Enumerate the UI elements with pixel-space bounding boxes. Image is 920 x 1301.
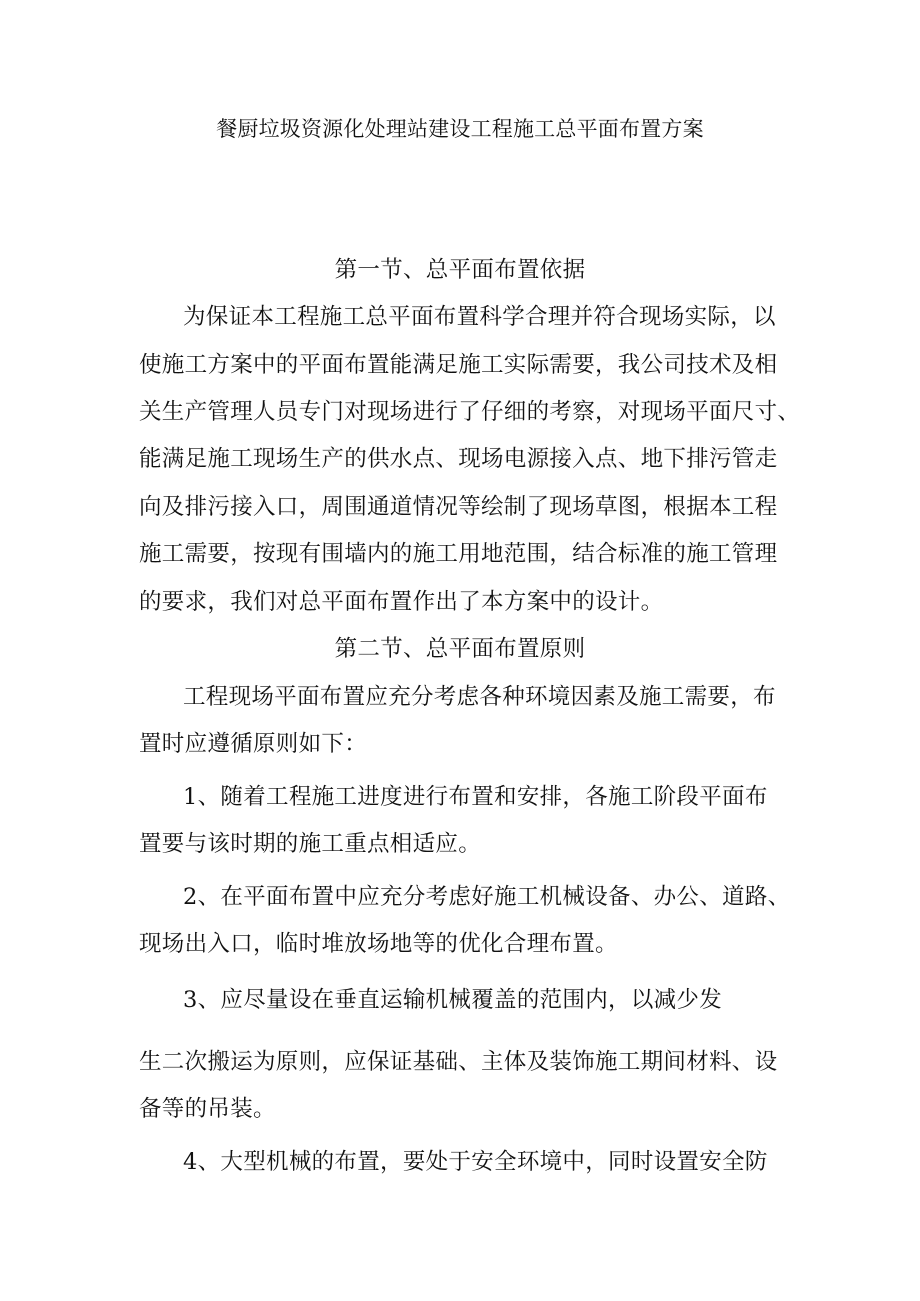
list-item-4-line: 4、大型机械的布置，要处于安全环境中，同时设置安全防 <box>183 1149 768 1175</box>
paragraph-line: 置时应遵循原则如下： <box>139 731 368 757</box>
paragraph-line: 施工需要，按现有围墙内的施工用地范围，结合标准的施工管理 <box>139 541 778 567</box>
paragraph-line: 能满足施工现场生产的供水点、现场电源接入点、地下排污管走 <box>139 446 778 472</box>
list-item-3-line: 3、应尽量设在垂直运输机械覆盖的范围内，以减少发 <box>183 987 723 1013</box>
paragraph-line: 工程现场平面布置应充分考虑各种环境因素及施工需要，布 <box>183 684 776 710</box>
paragraph-line: 为保证本工程施工总平面布置科学合理并符合现场实际，以 <box>183 304 776 330</box>
list-item-1-line: 置要与该时期的施工重点相适应。 <box>139 831 482 857</box>
paragraph-line: 的要求，我们对总平面布置作出了本方案中的设计。 <box>139 589 664 615</box>
list-item-1-line: 1、随着工程施工进度进行布置和安排，各施工阶段平面布 <box>183 784 768 810</box>
list-item-3-line: 生二次搬运为原则，应保证基础、主体及装饰施工期间材料、设 <box>139 1049 778 1075</box>
list-item-3-line: 备等的吊装。 <box>139 1096 276 1122</box>
list-item-2-line: 2、在平面布置中应充分考虑好施工机械设备、办公、道路、 <box>183 884 791 910</box>
list-item-2-line: 现场出入口，临时堆放场地等的优化合理布置。 <box>139 931 618 957</box>
section-1-heading: 第一节、总平面布置依据 <box>334 257 586 283</box>
document-title: 餐厨垃圾资源化处理站建设工程施工总平面布置方案 <box>216 117 704 141</box>
paragraph-line: 向及排污接入口，周围通道情况等绘制了现场草图，根据本工程 <box>139 494 778 520</box>
paragraph-line: 关生产管理人员专门对现场进行了仔细的考察，对现场平面尺寸、 <box>139 399 801 425</box>
section-2-heading: 第二节、总平面布置原则 <box>334 636 586 662</box>
paragraph-line: 使施工方案中的平面布置能满足施工实际需要，我公司技术及相 <box>139 352 778 378</box>
